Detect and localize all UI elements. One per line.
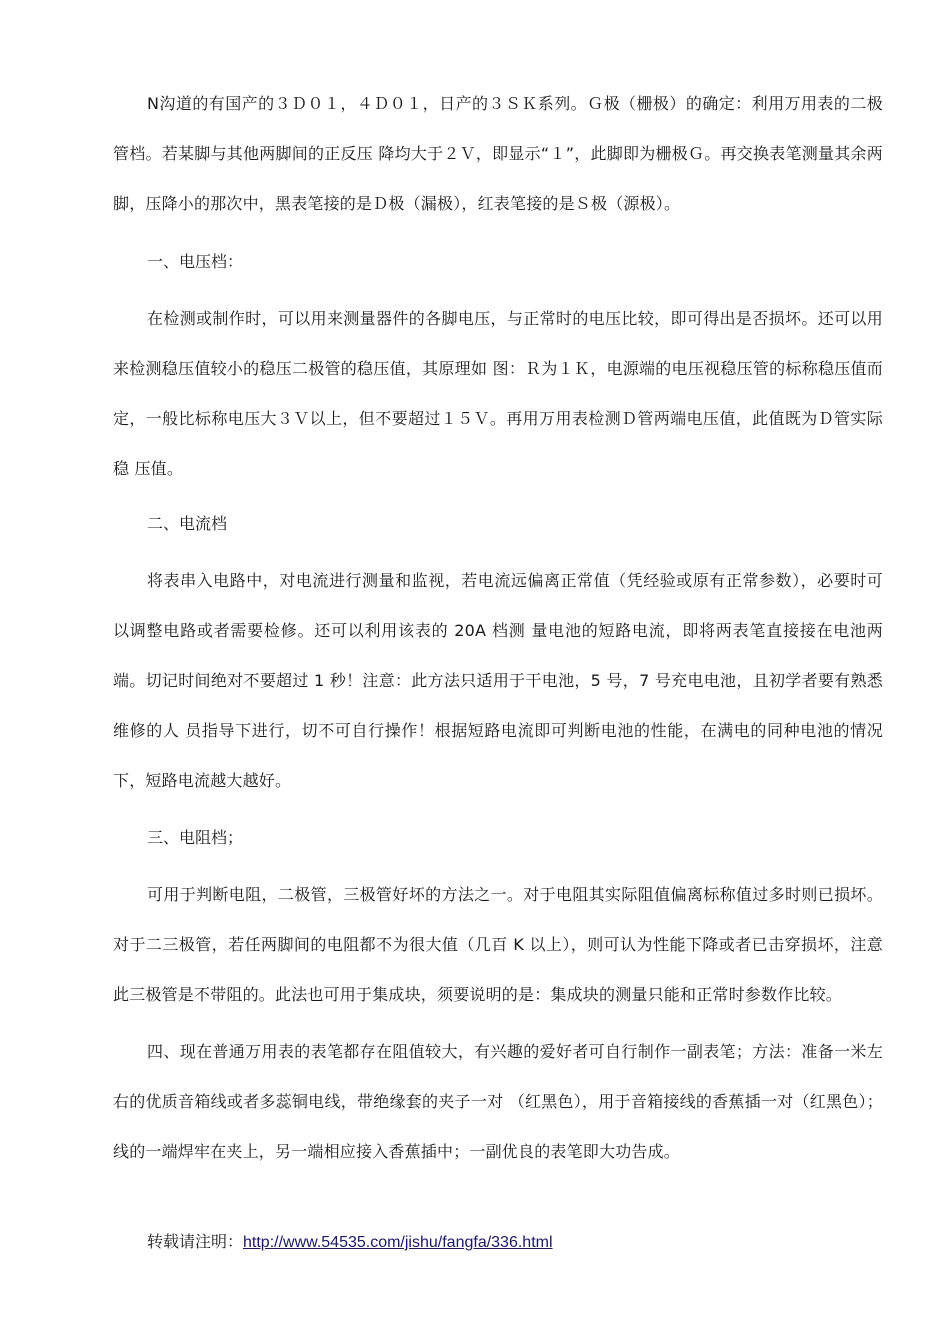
paragraph-resistance-range: 可用于判断电阻，二极管，三极管好坏的方法之一。对于电阻其实际阻值偏离标称值过多时则已损坏。对于二三极管，若任两脚间的电阻都不为很大值（几百 K 以上），则可认为性能下降或者已击穿损坏，注意此三极管是不带阻的。此法也可用于集成块，须要说明的是：集成块的测量只能和正常时参数作比较。 xyxy=(113,885,883,1004)
heading-voltage-range: 一、电压档： xyxy=(147,252,244,271)
paragraph-voltage-range: 在检测或制作时，可以用来测量器件的各脚电压，与正常时的电压比较，即可得出是否损坏。还可以用来检测稳压值较小的稳压二极管的稳压值，其原理如 图：Ｒ为１Ｋ，电源端的电压视稳压管的标称稳压值而定，一般比标称电压大３Ｖ以上，但不要超过１５Ｖ。再用万用表检测Ｄ管两端电压值，此值既为Ｄ管实际稳 压值。 xyxy=(113,309,883,478)
heading-current-range: 二、电流档 xyxy=(147,514,228,533)
paragraph-jfet-identification: N沟道的有国产的３Ｄ０１，４Ｄ０１，日产的３ＳＫ系列。Ｇ极（栅极）的确定：利用万用表的二极管档。若某脚与其他两脚间的正反压 降均大于２Ｖ，即显示“１”，此脚即为栅极Ｇ。再交换表笔测量其余两脚，压降小的那次中，黑表笔接的是Ｄ极（漏极），红表笔接的是Ｓ极（源极）。 xyxy=(113,94,883,213)
heading-resistance-range: 三、电阻档； xyxy=(147,828,244,847)
source-link[interactable]: http://www.54535.com/jishu/fangfa/336.html xyxy=(243,1234,553,1251)
paragraph-current-range: 将表串入电路中，对电流进行测量和监视，若电流远偏离正常值（凭经验或原有正常参数），必要时可以调整电路或者需要检修。还可以利用该表的 20A 档测 量电池的短路电流，即将两表笔直接接在电池两端。切记时间绝对不要超过 1 秒！注意：此方法只适用于干电池，5 号，7 号充电电池，且初学者要有熟悉维修的人 员指导下进行，切不可自行操作！根据短路电流即可判断电池的性能，在满电的同种电池的情况下，短路电流越大越好。 xyxy=(113,571,883,790)
source-footer xyxy=(147,1217,553,1268)
paragraph-test-leads: 四、现在普通万用表的表笔都存在阻值较大，有兴趣的爱好者可自行制作一副表笔；方法：准备一米左右的优质音箱线或者多蕊铜电线，带绝缘套的夹子一对 （红黑色），用于音箱接线的香蕉插一对（红黑色）；线的一端焊牢在夹上，另一端相应接入香蕉插中；一副优良的表笔即大功告成。 xyxy=(113,1042,883,1161)
footer-label: 转载请注明： xyxy=(147,1232,244,1251)
